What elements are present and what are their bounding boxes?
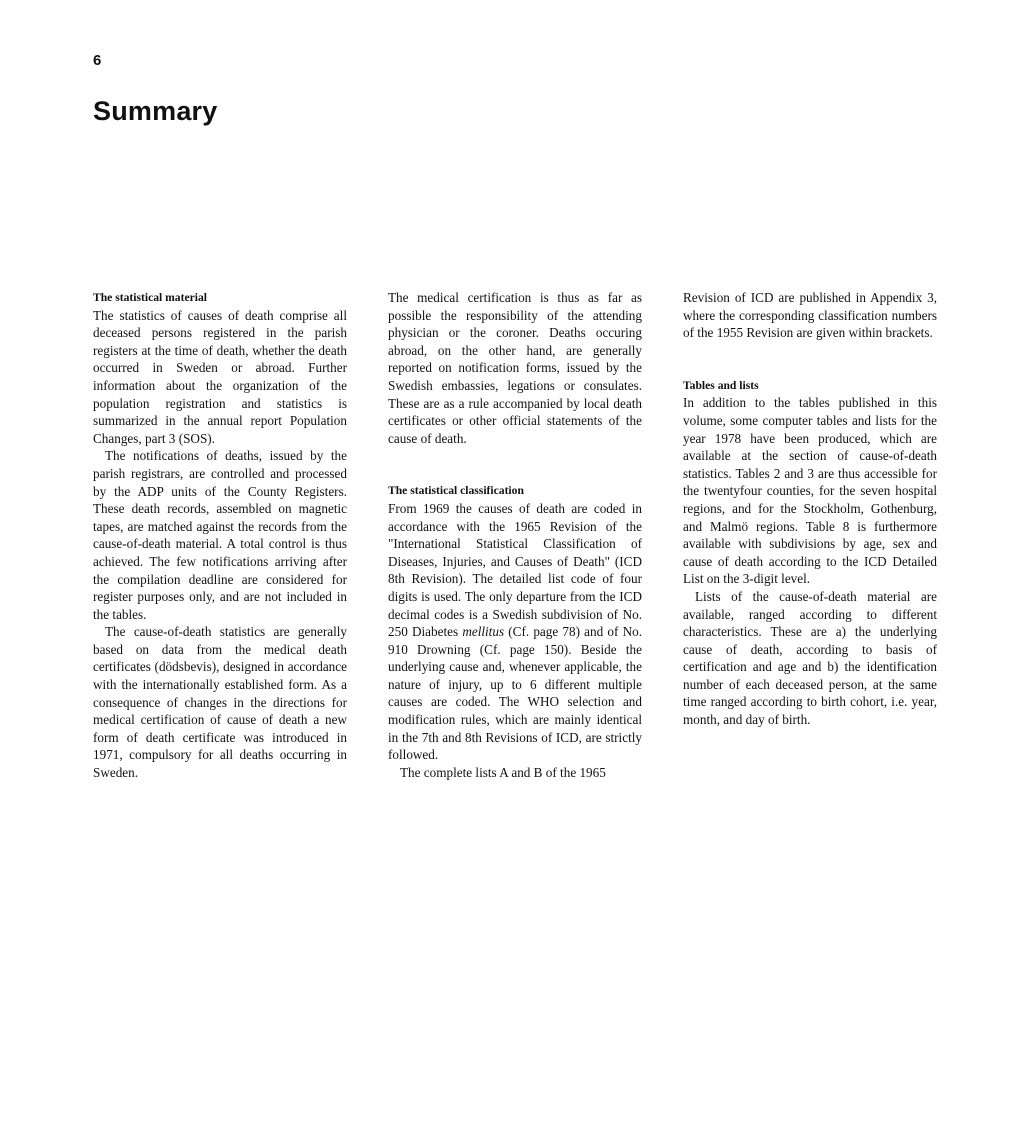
page-number: 6	[93, 52, 102, 69]
section-heading-tables-and-lists: Tables and lists	[683, 378, 759, 392]
italic-term: mellitus	[462, 624, 505, 640]
section-heading-statistical-classification: The statistical classification	[388, 484, 524, 498]
paragraph	[388, 500, 642, 764]
page-title: Summary	[93, 96, 218, 126]
paragraph: The complete lists A and B of the 1965	[400, 764, 606, 780]
section-heading-statistical-material: The statistical material	[93, 291, 207, 304]
paragraph-text-part: From 1969 the causes of death are coded in accordance with the 1965 Revision of the "International Statistical Classification of Diseases, Injuries, and Causes of Death" (ICD 8th Revision). The detailed list code of four digits is used. The only departure from the ICD decimal codes is a Swedish subdivision of No. 250 Diabetes	[388, 500, 642, 640]
text-column-1	[93, 289, 347, 782]
paragraph: The cause-of-death statistics are generally based on data from the medical death certificates (dödsbevis), designed in accordance with the internationally established form. As a consequence of changes in the directions for medical certification of cause of death a new form of death certificate was introduced in 1971, compulsory for all deaths occurring in Sweden.	[93, 624, 347, 781]
text-column-3	[683, 289, 937, 729]
paragraph: The medical certification is thus as far as possible the responsibility of the attending physician or the coroner. Deaths occuring abroad, on the other hand, are generally reported on notification forms, issued by the Swedish embassies, legations or consulates. These are as a rule accompanied by local death certificates or other official statements of the cause of death.	[388, 290, 642, 446]
paragraph: In addition to the tables published in this volume, some computer tables and lists for the year 1978 have been produced, which are available at the section of cause-of-death statistics. Tables 2 and 3 are thus accessible for the twentyfour counties, for the seven hospital regions, and for the Stockholm, Gothenburg, and Malmö regions. Table 8 is furthermore available with subdivisions by age, sex and cause of death according to the ICD Detailed List on the 3-digit level.	[683, 395, 937, 587]
paragraph: Revision of ICD are published in Appendix 3, where the corresponding classification numbers of the 1955 Revision are given within brackets.	[683, 290, 937, 341]
paragraph-text-part: (Cf. page 78) and of No. 910 Drowning (Cf. page 150). Beside the underlying cause and, whenever applicable, the nature of injury, up to 6 different multiple causes are coded. The WHO selection and modification rules, which are mainly identical in the 7th and 8th Revisions of ICD, are strictly followed.	[388, 624, 643, 763]
paragraph: The statistics of causes of death comprise all deceased persons registered in the parish registers at the time of death, whether the death occurred in Sweden or abroad. Further information about the organization of the population registration and statistics is summarized in the annual report Population Changes, part 3 (SOS).	[93, 307, 347, 446]
paragraph: Lists of the cause-of-death material are available, ranged according to different characteristics. These are a) the underlying cause of death, according to basis of certification and age and b) the identification number of each deceased person, at the same time ranged according to birth cohort, i.e. year, month, and day of birth.	[683, 588, 937, 728]
paragraph: The notifications of deaths, issued by the parish registrars, are controlled and processed by the ADP units of the County Registers. These death records, assembled on magnetic tapes, are matched against the records from the cause-of-death material. A total control is thus achieved. The few notifications arriving after the compilation deadline are considered for register purposes only, and are not included in the tables.	[93, 448, 347, 622]
text-column-2	[388, 289, 642, 781]
